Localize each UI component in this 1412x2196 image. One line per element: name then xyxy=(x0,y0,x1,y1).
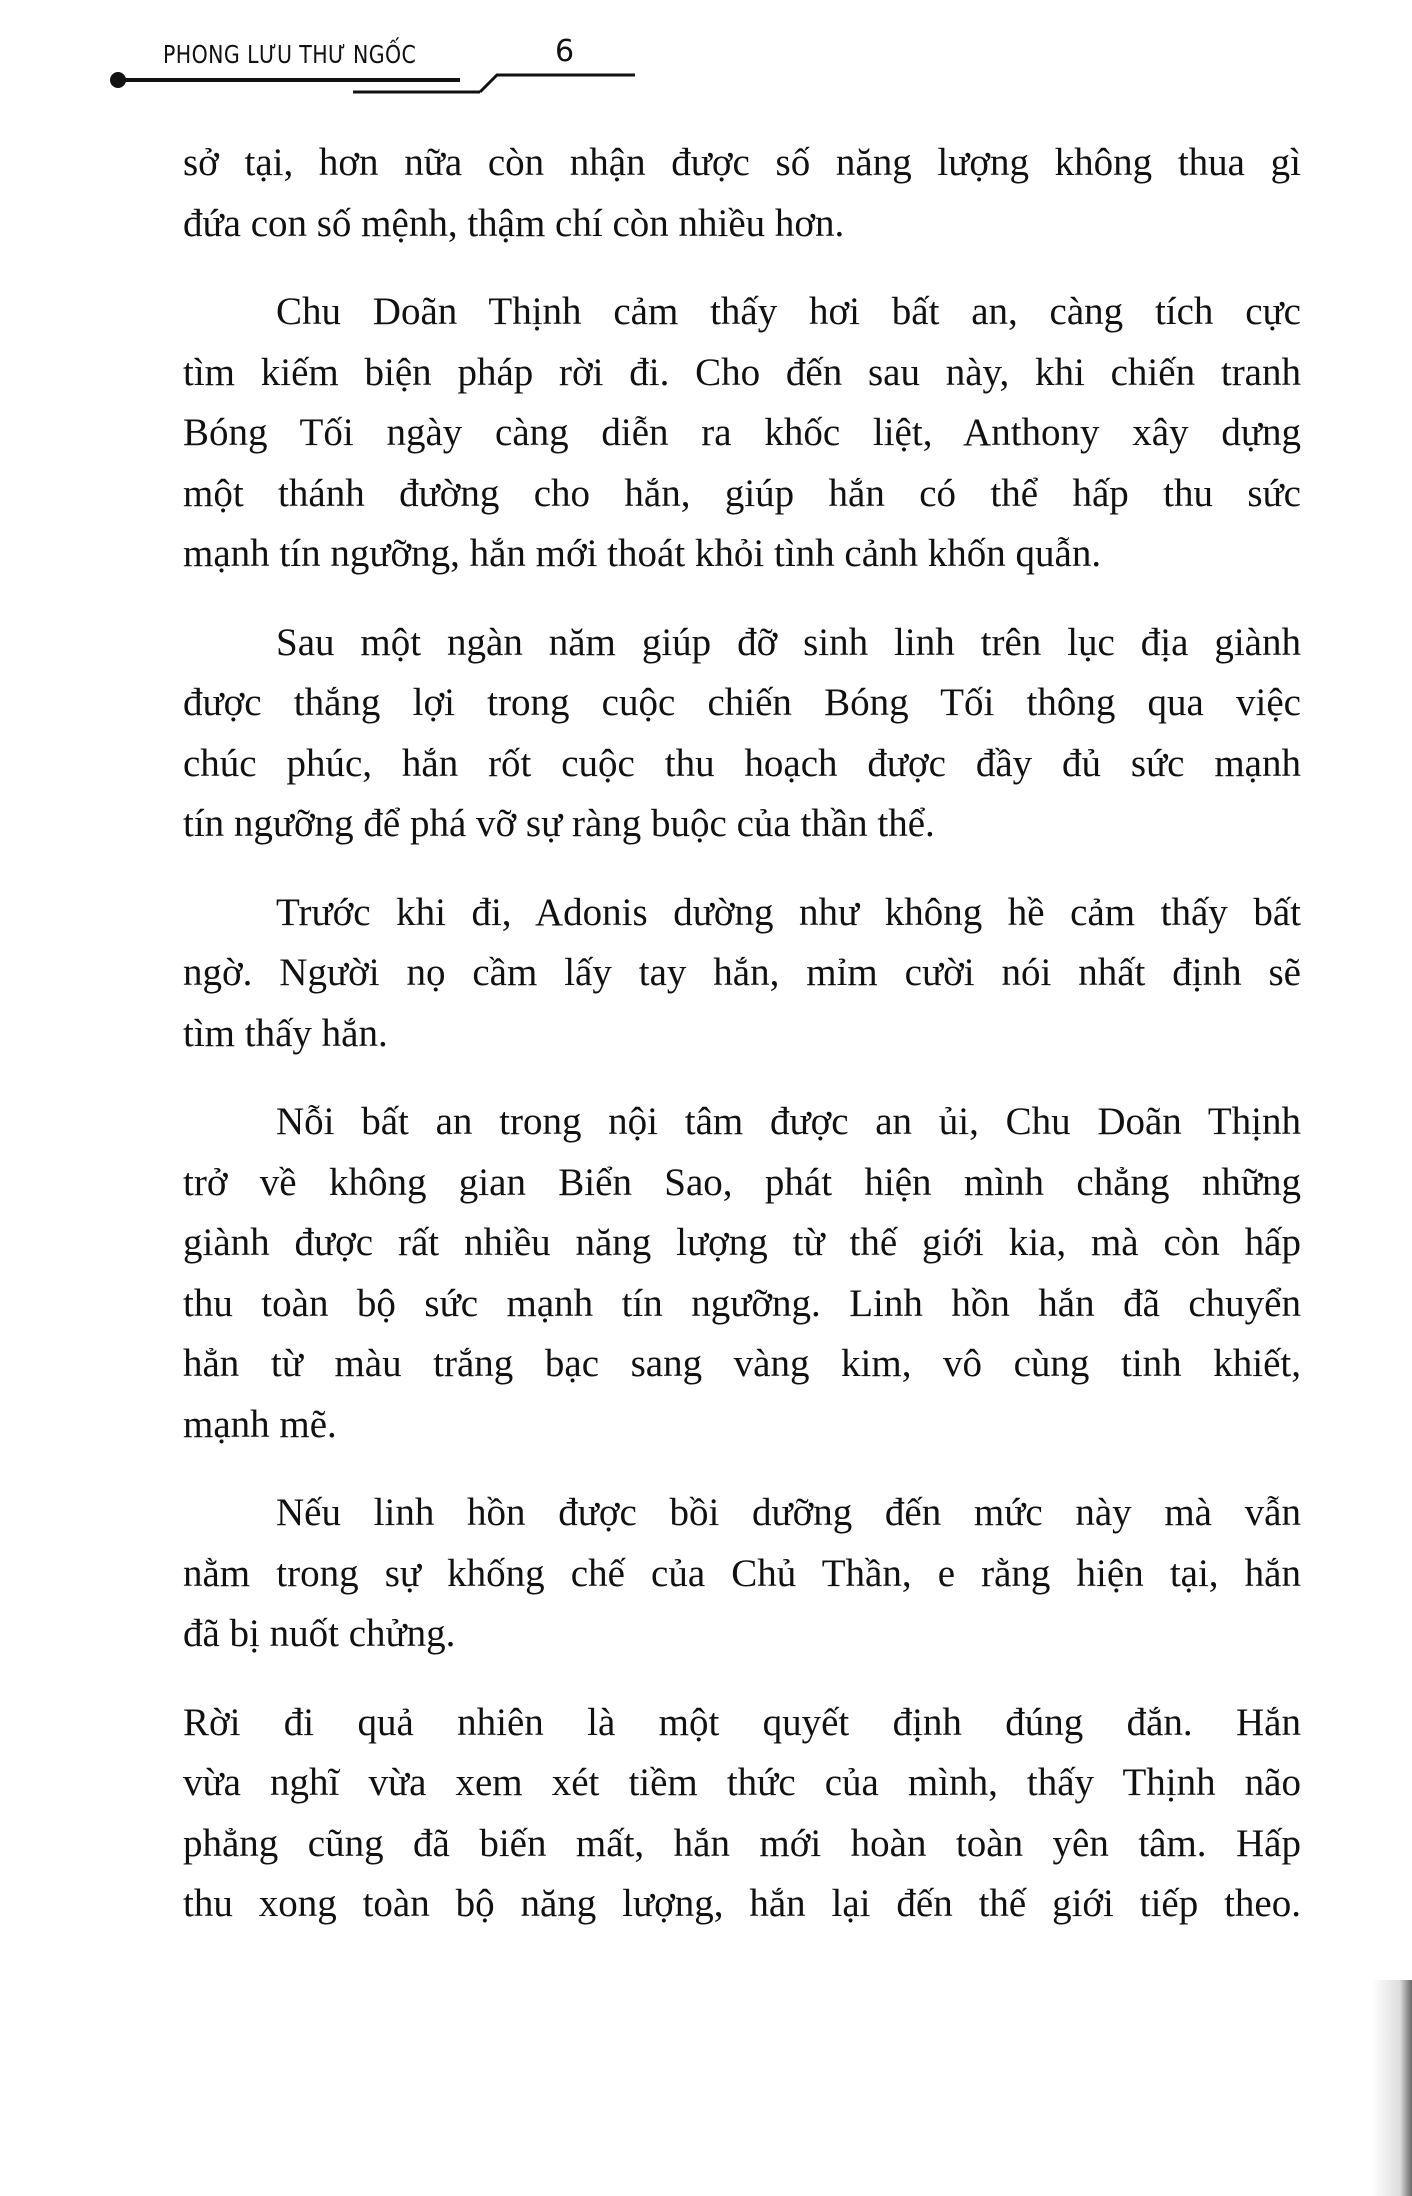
text-line: Bóng Tối ngày càng diễn ra khốc liệt, Anthony xây dựng xyxy=(183,411,1301,454)
text-line: phẳng cũng đã biến mất, hắn mới hoàn toàn yên tâm. Hấp xyxy=(183,1821,1301,1865)
page-header xyxy=(0,0,1412,110)
paragraph xyxy=(183,613,1301,855)
text-line: Sau một ngàn năm giúp đỡ sinh linh trên lục địa giành xyxy=(276,620,1301,664)
paragraph xyxy=(183,883,1301,1065)
paragraph xyxy=(183,1483,1301,1665)
page-number: 6 xyxy=(555,34,575,69)
header-rule-decoration xyxy=(0,0,700,110)
text-line: đã bị nuốt chửng. xyxy=(183,1612,456,1655)
text-line: hẳn từ màu trắng bạc sang vàng kim, vô cùng tinh khiết, xyxy=(183,1342,1301,1385)
paragraph xyxy=(183,133,1301,254)
text-line: vừa nghĩ vừa xem xét tiềm thức của mình, thấy Thịnh não xyxy=(183,1761,1301,1804)
text-line: tìm thấy hắn. xyxy=(183,1011,388,1055)
text-line: Nỗi bất an trong nội tâm được an ủi, Chu Doãn Thịnh xyxy=(276,1100,1301,1143)
text-line: một thánh đường cho hắn, giúp hắn có thể hấp thu sức xyxy=(183,471,1301,515)
text-line: Nếu linh hồn được bồi dưỡng đến mức này mà vẫn xyxy=(276,1491,1301,1534)
text-line: thu toàn bộ sức mạnh tín ngưỡng. Linh hồn hắn đã chuyển xyxy=(183,1281,1301,1325)
paragraph xyxy=(183,282,1301,585)
text-line: ngờ. Người nọ cầm lấy tay hắn, mỉm cười nói nhất định sẽ xyxy=(183,951,1301,994)
text-line: mạnh tín ngưỡng, hắn mới thoát khỏi tình cảnh khốn quẫn. xyxy=(183,532,1102,575)
text-line: mạnh mẽ. xyxy=(183,1402,337,1446)
text-line: đứa con số mệnh, thậm chí còn nhiều hơn. xyxy=(183,201,845,245)
text-line: trở về không gian Biển Sao, phát hiện mình chẳng những xyxy=(183,1160,1301,1204)
paragraph xyxy=(183,1092,1301,1455)
text-line: Chu Doãn Thịnh cảm thấy hơi bất an, càng tích cực xyxy=(276,290,1301,333)
text-line: chúc phúc, hắn rốt cuộc thu hoạch được đầy đủ sức mạnh xyxy=(183,741,1301,785)
page-edge-shadow xyxy=(1372,1980,1412,2196)
text-line: tín ngưỡng để phá vỡ sự ràng buộc của thần thể. xyxy=(183,802,935,845)
running-title: PHONG LƯU THƯ NGỐC xyxy=(163,40,417,69)
text-line: nằm trong sự khống chế của Chủ Thần, e rằng hiện tại, hắn xyxy=(183,1551,1301,1595)
body-text xyxy=(183,133,1301,1963)
text-line: thu xong toàn bộ năng lượng, hắn lại đến thế giới tiếp theo. xyxy=(183,1882,1301,1925)
text-line: sở tại, hơn nữa còn nhận được số năng lượng không thua gì xyxy=(183,141,1301,184)
text-line: Rời đi quả nhiên là một quyết định đúng đắn. Hắn xyxy=(183,1700,1301,1744)
text-line: được thắng lợi trong cuộc chiến Bóng Tối thông qua việc xyxy=(183,681,1301,724)
text-line: Trước khi đi, Adonis dường như không hề cảm thấy bất xyxy=(276,890,1301,934)
text-line: giành được rất nhiều năng lượng từ thế giới kia, mà còn hấp xyxy=(183,1221,1301,1264)
paragraph xyxy=(183,1693,1301,1935)
text-line: tìm kiếm biện pháp rời đi. Cho đến sau này, khi chiến tranh xyxy=(183,350,1301,394)
